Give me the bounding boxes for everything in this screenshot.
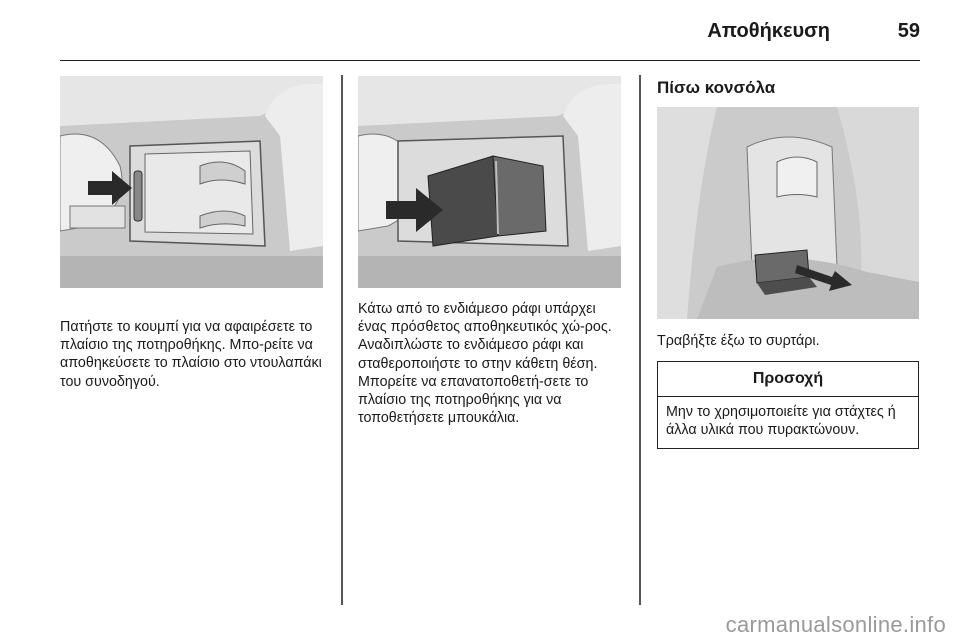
- section-title: Αποθήκευση: [707, 20, 830, 42]
- middle-shelf-folding-illustration: [358, 76, 621, 288]
- column-divider: [639, 75, 641, 605]
- caution-title: Προσοχή: [658, 362, 918, 397]
- cupholder-frame-release-illustration: [60, 76, 323, 288]
- column3-text: Τραβήξτε έξω το συρτάρι.: [657, 333, 820, 349]
- column2-text: Κάτω από το ενδιάμεσο ράφι υπάρχει ένας πρόσθετος αποθηκευτικός χώ-ρος. Αναδιπλώστε το ενδιάμεσο ράφι και σταθεροποιήστε το στην κάθετη θέση. Μπορείτε να επανατοποθετή-σετε το πλαίσιο της ποτηροθήκης για να τοποθετήσετε μπουκάλια.: [358, 301, 612, 427]
- column3-heading: Πίσω κονσόλα: [657, 78, 776, 97]
- caution-box: [657, 361, 919, 449]
- page-number: 59: [897, 20, 920, 42]
- watermark: carmanualsonline.info: [725, 612, 946, 637]
- column-divider: [341, 75, 343, 605]
- page-header: [60, 20, 920, 61]
- caution-text: Μην το χρησιμοποιείτε για στάχτες ή άλλα υλικά που πυρακτώνουν.: [666, 404, 896, 439]
- column1-text: Πατήστε το κουμπί για να αφαιρέσετε το πλαίσιο της ποτηροθήκης. Μπο-ρείτε να αποθηκεύσετε το πλαίσιο στο ντουλαπάκι του συνοδηγού.: [60, 319, 322, 390]
- rear-console-drawer-illustration: [657, 107, 919, 319]
